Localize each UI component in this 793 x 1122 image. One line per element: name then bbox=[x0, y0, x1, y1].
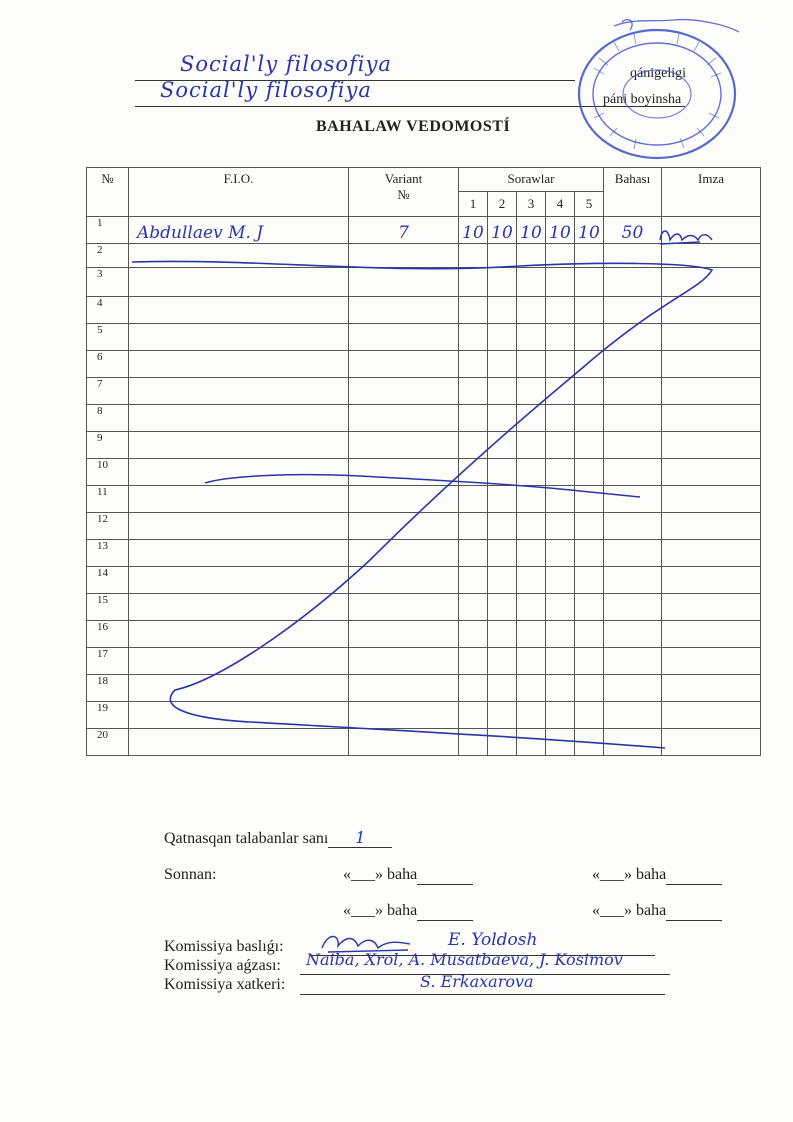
row-question-4 bbox=[546, 648, 575, 675]
baha-3-line bbox=[417, 902, 473, 921]
row-grade: 50 bbox=[604, 217, 662, 244]
row-question-1 bbox=[459, 268, 488, 297]
row-fio bbox=[129, 268, 349, 297]
baha-2-line bbox=[666, 866, 722, 885]
row-question-4 bbox=[546, 540, 575, 567]
row-question-4 bbox=[546, 702, 575, 729]
row-question-5 bbox=[575, 540, 604, 567]
row-signature bbox=[662, 540, 761, 567]
baha-1-line bbox=[417, 866, 473, 885]
row-grade bbox=[604, 513, 662, 540]
row-question-1 bbox=[459, 729, 488, 756]
row-question-2 bbox=[488, 351, 517, 378]
row-grade bbox=[604, 486, 662, 513]
row-fio bbox=[129, 513, 349, 540]
table-row bbox=[87, 594, 761, 621]
row-question-4 bbox=[546, 268, 575, 297]
row-signature bbox=[662, 459, 761, 486]
row-question-1 bbox=[459, 594, 488, 621]
chair-signature: E. Yoldosh bbox=[448, 930, 538, 950]
header-fio: F.I.O. bbox=[129, 168, 349, 217]
table-row bbox=[87, 513, 761, 540]
baha-4-label: «___» baha bbox=[592, 902, 667, 919]
row-question-1 bbox=[459, 675, 488, 702]
row-question-5 bbox=[575, 648, 604, 675]
row-question-1: 10 bbox=[459, 217, 488, 244]
row-variant bbox=[349, 621, 459, 648]
row-number: 15 bbox=[87, 594, 129, 621]
row-question-5: 10 bbox=[575, 217, 604, 244]
row-question-1 bbox=[459, 621, 488, 648]
row-variant bbox=[349, 567, 459, 594]
row-variant bbox=[349, 513, 459, 540]
row-grade bbox=[604, 432, 662, 459]
row-fio bbox=[129, 459, 349, 486]
table-row bbox=[87, 675, 761, 702]
row-question-2 bbox=[488, 268, 517, 297]
row-variant bbox=[349, 378, 459, 405]
row-variant bbox=[349, 324, 459, 351]
row-question-3 bbox=[517, 621, 546, 648]
subject-handwritten-1: Social'ly filosofiya bbox=[180, 52, 392, 76]
header-grade: Bahası bbox=[604, 168, 662, 217]
baha-2-label: «___» baha bbox=[592, 866, 667, 883]
row-question-5 bbox=[575, 621, 604, 648]
row-question-5 bbox=[575, 244, 604, 268]
row-question-4 bbox=[546, 621, 575, 648]
row-question-2 bbox=[488, 378, 517, 405]
baha-3 bbox=[343, 902, 473, 921]
row-grade bbox=[604, 540, 662, 567]
chair-label: Komissiya baslıǵı: bbox=[164, 938, 284, 955]
row-number: 11 bbox=[87, 486, 129, 513]
row-variant bbox=[349, 729, 459, 756]
row-question-3 bbox=[517, 405, 546, 432]
row-signature bbox=[662, 268, 761, 297]
header-signature: Imza bbox=[662, 168, 761, 217]
row-question-1 bbox=[459, 351, 488, 378]
row-signature bbox=[662, 378, 761, 405]
row-fio bbox=[129, 702, 349, 729]
row-question-2 bbox=[488, 324, 517, 351]
row-signature bbox=[662, 486, 761, 513]
row-variant bbox=[349, 268, 459, 297]
row-question-4 bbox=[546, 378, 575, 405]
baha-4 bbox=[592, 902, 722, 921]
row-question-2 bbox=[488, 702, 517, 729]
row-signature bbox=[662, 729, 761, 756]
row-number: 5 bbox=[87, 324, 129, 351]
row-variant bbox=[349, 405, 459, 432]
header-variant bbox=[349, 168, 459, 217]
row-grade bbox=[604, 729, 662, 756]
table-row bbox=[87, 486, 761, 513]
row-fio bbox=[129, 540, 349, 567]
subject-label: páni boyinsha bbox=[603, 92, 682, 107]
row-question-1 bbox=[459, 486, 488, 513]
row-question-2: 10 bbox=[488, 217, 517, 244]
row-grade bbox=[604, 405, 662, 432]
row-question-2 bbox=[488, 432, 517, 459]
official-stamp-icon bbox=[574, 18, 739, 163]
row-question-4 bbox=[546, 567, 575, 594]
row-question-3 bbox=[517, 459, 546, 486]
row-number: 9 bbox=[87, 432, 129, 459]
row-fio bbox=[129, 729, 349, 756]
row-grade bbox=[604, 244, 662, 268]
row-signature bbox=[662, 351, 761, 378]
row-question-5 bbox=[575, 324, 604, 351]
table-row bbox=[87, 459, 761, 486]
row-question-3 bbox=[517, 432, 546, 459]
header-number: № bbox=[87, 168, 129, 217]
table-row bbox=[87, 405, 761, 432]
secretary-label: Komissiya xatkeri: bbox=[164, 976, 286, 993]
table-row bbox=[87, 351, 761, 378]
row-question-5 bbox=[575, 567, 604, 594]
attendance-label: Qatnasqan talabanlar sanı bbox=[164, 830, 329, 847]
row-question-2 bbox=[488, 540, 517, 567]
row-fio bbox=[129, 594, 349, 621]
row-signature bbox=[662, 675, 761, 702]
row-question-2 bbox=[488, 729, 517, 756]
row-question-5 bbox=[575, 405, 604, 432]
attendance-value: 1 bbox=[328, 828, 392, 848]
row-question-1 bbox=[459, 405, 488, 432]
row-number: 4 bbox=[87, 297, 129, 324]
row-fio bbox=[129, 621, 349, 648]
row-signature bbox=[662, 244, 761, 268]
row-question-5 bbox=[575, 297, 604, 324]
row-signature bbox=[662, 297, 761, 324]
row-fio bbox=[129, 432, 349, 459]
row-grade bbox=[604, 675, 662, 702]
table-row bbox=[87, 244, 761, 268]
row-question-4 bbox=[546, 594, 575, 621]
row-question-1 bbox=[459, 540, 488, 567]
row-question-1 bbox=[459, 459, 488, 486]
row-number: 3 bbox=[87, 268, 129, 297]
row-question-3 bbox=[517, 268, 546, 297]
row-number: 8 bbox=[87, 405, 129, 432]
row-number: 19 bbox=[87, 702, 129, 729]
row-fio bbox=[129, 324, 349, 351]
header-question-4: 4 bbox=[546, 192, 575, 217]
header-variant-number: № bbox=[397, 187, 410, 202]
row-variant bbox=[349, 594, 459, 621]
table-row bbox=[87, 540, 761, 567]
header-question-2: 2 bbox=[488, 192, 517, 217]
row-question-3 bbox=[517, 567, 546, 594]
row-signature bbox=[662, 567, 761, 594]
table-row bbox=[87, 567, 761, 594]
table-row bbox=[87, 217, 761, 244]
row-signature bbox=[662, 405, 761, 432]
row-fio bbox=[129, 351, 349, 378]
row-question-3 bbox=[517, 486, 546, 513]
row-fio bbox=[129, 244, 349, 268]
row-question-2 bbox=[488, 459, 517, 486]
row-number: 14 bbox=[87, 567, 129, 594]
row-fio bbox=[129, 648, 349, 675]
row-question-5 bbox=[575, 378, 604, 405]
row-question-2 bbox=[488, 513, 517, 540]
baha-4-line bbox=[666, 902, 722, 921]
sonnan-label: Sonnan: bbox=[164, 866, 217, 883]
row-variant bbox=[349, 648, 459, 675]
row-question-3 bbox=[517, 351, 546, 378]
row-number: 10 bbox=[87, 459, 129, 486]
row-question-3 bbox=[517, 244, 546, 268]
row-fio bbox=[129, 675, 349, 702]
row-question-5 bbox=[575, 486, 604, 513]
row-grade bbox=[604, 702, 662, 729]
row-question-4 bbox=[546, 405, 575, 432]
row-question-1 bbox=[459, 567, 488, 594]
row-question-4 bbox=[546, 459, 575, 486]
secretary-signature: S. Erkaxarova bbox=[420, 972, 534, 991]
row-question-2 bbox=[488, 297, 517, 324]
row-grade bbox=[604, 594, 662, 621]
row-question-1 bbox=[459, 378, 488, 405]
attendance-row bbox=[164, 828, 392, 848]
baha-1 bbox=[343, 866, 473, 885]
row-signature bbox=[662, 702, 761, 729]
row-question-4 bbox=[546, 351, 575, 378]
row-fio bbox=[129, 486, 349, 513]
grades-table bbox=[86, 167, 761, 756]
row-variant: 7 bbox=[349, 217, 459, 244]
row-question-1 bbox=[459, 432, 488, 459]
row-question-2 bbox=[488, 621, 517, 648]
row-signature bbox=[662, 621, 761, 648]
row-question-1 bbox=[459, 702, 488, 729]
table-row bbox=[87, 432, 761, 459]
row-question-5 bbox=[575, 729, 604, 756]
row-question-2 bbox=[488, 648, 517, 675]
row-fio bbox=[129, 567, 349, 594]
row-grade bbox=[604, 648, 662, 675]
row-grade bbox=[604, 567, 662, 594]
row-number: 12 bbox=[87, 513, 129, 540]
row-number: 16 bbox=[87, 621, 129, 648]
row-question-4 bbox=[546, 729, 575, 756]
table-row bbox=[87, 621, 761, 648]
table-row bbox=[87, 729, 761, 756]
secretary-line bbox=[300, 994, 665, 995]
row-number: 1 bbox=[87, 217, 129, 244]
row-fio bbox=[129, 378, 349, 405]
row-grade bbox=[604, 324, 662, 351]
row-question-4 bbox=[546, 513, 575, 540]
row-question-5 bbox=[575, 351, 604, 378]
header-question-3: 3 bbox=[517, 192, 546, 217]
row-question-3 bbox=[517, 540, 546, 567]
row-grade bbox=[604, 268, 662, 297]
baha-2 bbox=[592, 866, 722, 885]
row-question-4 bbox=[546, 486, 575, 513]
row-variant bbox=[349, 244, 459, 268]
row-variant bbox=[349, 675, 459, 702]
baha-3-label: «___» baha bbox=[343, 902, 418, 919]
row-number: 2 bbox=[87, 244, 129, 268]
row-variant bbox=[349, 702, 459, 729]
row-variant bbox=[349, 432, 459, 459]
table-row bbox=[87, 702, 761, 729]
row-signature bbox=[662, 217, 761, 244]
row-question-5 bbox=[575, 513, 604, 540]
row-fio: Abdullaev M. J bbox=[129, 217, 349, 244]
table-row bbox=[87, 268, 761, 297]
row-variant bbox=[349, 351, 459, 378]
row-question-4: 10 bbox=[546, 217, 575, 244]
row-question-1 bbox=[459, 297, 488, 324]
row-question-2 bbox=[488, 405, 517, 432]
row-question-5 bbox=[575, 459, 604, 486]
row-signature bbox=[662, 513, 761, 540]
row-question-5 bbox=[575, 432, 604, 459]
row-question-4 bbox=[546, 297, 575, 324]
row-question-2 bbox=[488, 567, 517, 594]
row-fio bbox=[129, 297, 349, 324]
row-grade bbox=[604, 621, 662, 648]
row-number: 7 bbox=[87, 378, 129, 405]
row-question-2 bbox=[488, 244, 517, 268]
header-question-1: 1 bbox=[459, 192, 488, 217]
row-question-2 bbox=[488, 675, 517, 702]
row-question-5 bbox=[575, 594, 604, 621]
row-question-3 bbox=[517, 729, 546, 756]
row-variant bbox=[349, 540, 459, 567]
row-number: 6 bbox=[87, 351, 129, 378]
member-signatures: Naiba, Xrol, A. Musatbaeva, J. Kosimov bbox=[306, 950, 623, 969]
row-question-4 bbox=[546, 244, 575, 268]
row-signature bbox=[662, 594, 761, 621]
row-question-1 bbox=[459, 244, 488, 268]
row-variant bbox=[349, 297, 459, 324]
row-question-3: 10 bbox=[517, 217, 546, 244]
row-question-4 bbox=[546, 675, 575, 702]
row-question-4 bbox=[546, 432, 575, 459]
table-row bbox=[87, 297, 761, 324]
row-question-3 bbox=[517, 675, 546, 702]
row-question-3 bbox=[517, 702, 546, 729]
row-grade bbox=[604, 459, 662, 486]
row-question-1 bbox=[459, 324, 488, 351]
table-row bbox=[87, 378, 761, 405]
table-row bbox=[87, 648, 761, 675]
row-grade bbox=[604, 378, 662, 405]
row-question-1 bbox=[459, 648, 488, 675]
row-grade bbox=[604, 351, 662, 378]
row-question-3 bbox=[517, 594, 546, 621]
row-variant bbox=[349, 459, 459, 486]
row-question-1 bbox=[459, 513, 488, 540]
row-signature bbox=[662, 324, 761, 351]
row-grade bbox=[604, 297, 662, 324]
row-question-3 bbox=[517, 648, 546, 675]
row-variant bbox=[349, 486, 459, 513]
row-question-3 bbox=[517, 513, 546, 540]
row-question-2 bbox=[488, 486, 517, 513]
document-title: BAHALAW VEDOMOSTÍ bbox=[316, 118, 511, 135]
specialty-label: qánigeligi bbox=[630, 66, 686, 81]
row-question-3 bbox=[517, 324, 546, 351]
row-question-4 bbox=[546, 324, 575, 351]
baha-1-label: «___» baha bbox=[343, 866, 418, 883]
table-row bbox=[87, 324, 761, 351]
row-question-3 bbox=[517, 297, 546, 324]
row-question-5 bbox=[575, 675, 604, 702]
row-number: 18 bbox=[87, 675, 129, 702]
row-question-5 bbox=[575, 702, 604, 729]
row-fio bbox=[129, 405, 349, 432]
member-label: Komissiya aǵzası: bbox=[164, 957, 281, 974]
header-questions: Sorawlar bbox=[459, 168, 604, 192]
row-number: 17 bbox=[87, 648, 129, 675]
row-number: 13 bbox=[87, 540, 129, 567]
row-signature bbox=[662, 648, 761, 675]
subject-handwritten-2: Social'ly filosofiya bbox=[160, 78, 372, 102]
header-question-5: 5 bbox=[575, 192, 604, 217]
row-question-2 bbox=[488, 594, 517, 621]
row-question-5 bbox=[575, 268, 604, 297]
row-question-3 bbox=[517, 378, 546, 405]
header-variant-label: Variant bbox=[384, 171, 423, 186]
row-number: 20 bbox=[87, 729, 129, 756]
row-signature bbox=[662, 432, 761, 459]
